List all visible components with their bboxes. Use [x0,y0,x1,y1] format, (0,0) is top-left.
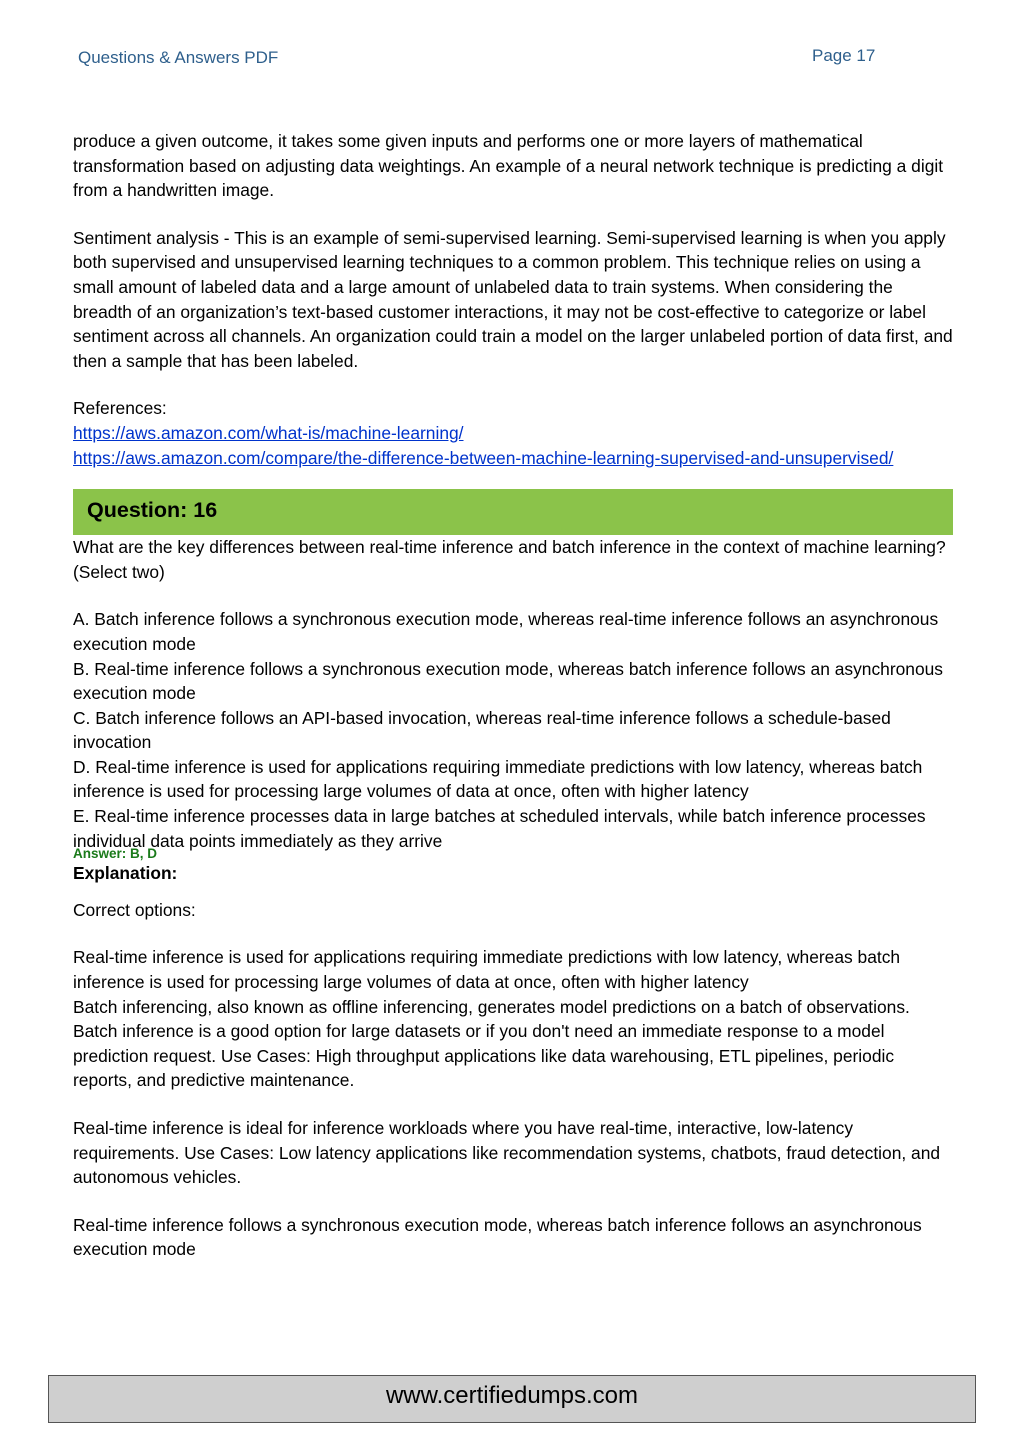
explanation-paragraph-2: Real-time inference is ideal for inference workloads where you have real-time, interactive, low-latency requirements. Use Cases: Low latency applications like recommendation systems, chatbots, fraud detection, and autonomous vehicles. [73,1118,941,1188]
references [73,396,953,470]
answer-key: Answer: B, D [73,846,158,862]
document-title: Questions & Answers PDF [78,48,279,67]
page-number: Page 17 [812,46,876,65]
option-b: B. Real-time inference follows a synchronous execution mode, whereas batch inference follows an asynchronous execution mode [73,658,943,704]
option-a: A. Batch inference follows a synchronous execution mode, whereas real-time inference follows an asynchronous execution mode [73,609,939,654]
reference-link-ml[interactable]: https://aws.amazon.com/what-is/machine-learning/ [73,422,464,443]
option-d: D. Real-time inference is used for applications requiring immediate predictions with low latency, whereas batch inference is used for processing large volumes of data at once, often with higher latency [73,756,923,802]
explanation-paragraph-1a: Real-time inference is used for applications requiring immediate predictions with low latency, whereas batch inference is used for processing large volumes of data at once, often with higher latency [73,947,901,993]
explanation-label: Explanation: [73,863,178,884]
intro-paragraph: produce a given outcome, it takes some given inputs and performs one or more layers of mathematical transformation based on adjusting data weightings. An example of a neural network technique is predicting a digit from a handwritten image. [73,131,944,201]
page-content [73,129,953,1262]
answer-options [73,607,953,853]
question-text: What are the key differences between real-time inference and batch inference in the context of machine learning? (Select two) [73,537,946,582]
references-label: References: [73,398,167,419]
explanation-paragraph-3: Real-time inference follows a synchronous execution mode, whereas batch inference follows an asynchronous execution mode [73,1214,922,1260]
option-e: E. Real-time inference processes data in large batches at scheduled intervals, while batch inference processes individual data points immediately as they arrive [73,806,926,851]
footer-site: www.certifiedumps.com [385,1382,639,1409]
question-heading-bar [73,489,953,535]
explanation-paragraph-1b: Batch inferencing, also known as offline inferencing, generates model predictions on a batch of observations. Batch inference is a good option for large datasets or if you don't need an immediate response to a model prediction request. Use Cases: High throughput applications like data warehousing, ETL pipelines, periodic reports, and predictive maintenance. [73,996,910,1091]
sentiment-paragraph: Sentiment analysis - This is an example of semi-supervised learning. Semi-supervised learning is when you apply both supervised and unsupervised learning techniques to a common problem. This technique relies on using a small amount of labeled data and a large amount of unlabeled data to train systems. When considering the breadth of an organization’s text-based customer interactions, it may not be cost-effective to categorize or label sentiment across all channels. An organization could train a model on the larger unlabeled portion of data first, and then a sample that has been labeled. [73,227,953,371]
question-heading: Question: 16 [87,498,218,523]
reference-link-supervised-unsupervised[interactable]: https://aws.amazon.com/compare/the-difference-between-machine-learning-supervised-and-unsupervised/ [73,447,894,468]
option-c: C. Batch inference follows an API-based invocation, whereas real-time inference follows a schedule-based invocation [73,707,891,753]
footer-banner [48,1375,976,1423]
correct-options-label: Correct options: [73,899,196,920]
